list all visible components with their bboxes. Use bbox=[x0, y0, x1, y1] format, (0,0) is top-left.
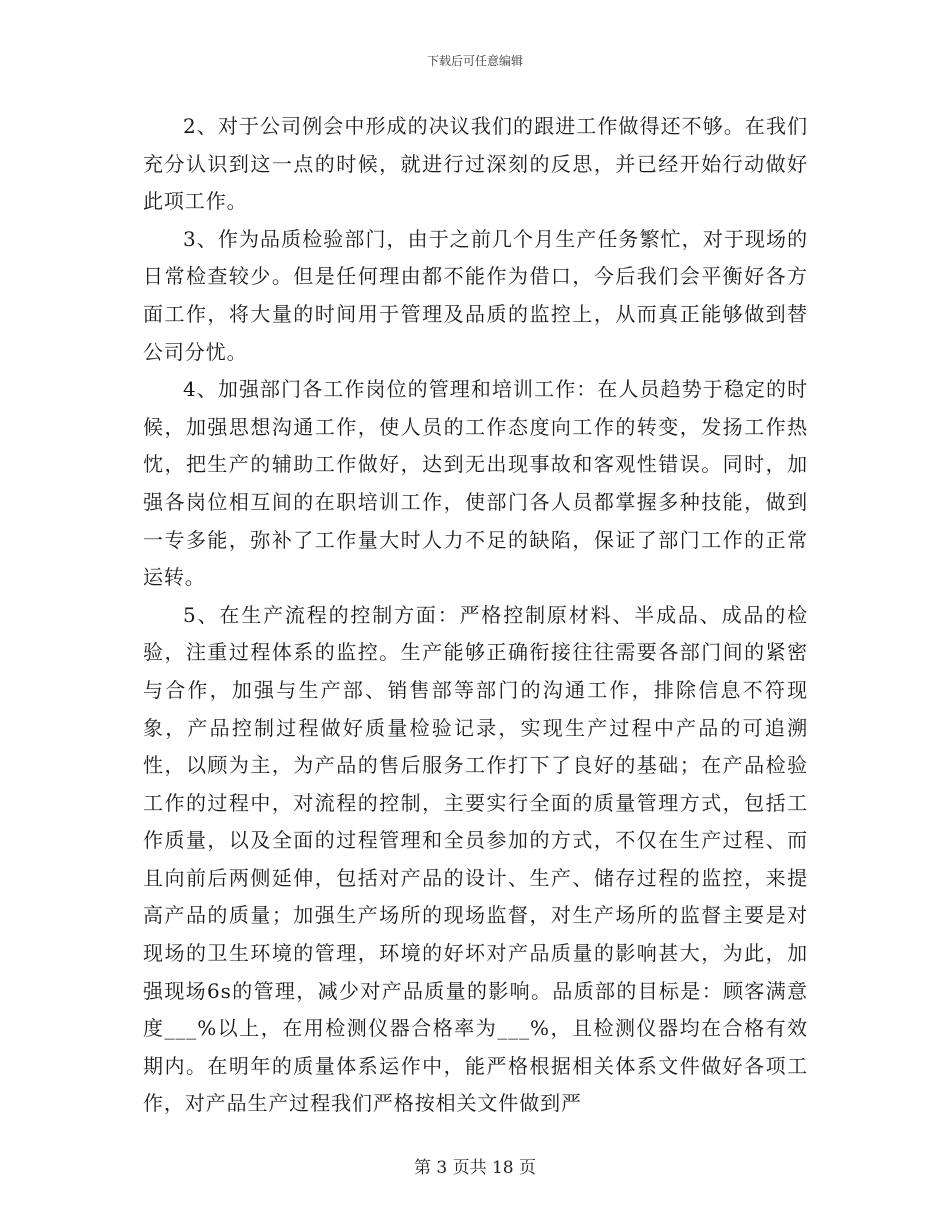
document-body bbox=[143, 108, 808, 1123]
page-footer: 第 3 页共 18 页 bbox=[413, 1158, 537, 1178]
paragraph-item-4: 4、加强部门各工作岗位的管理和培训工作：在人员趋势于稳定的时候，加强思想沟通工作，使人员的工作态度向工作的转变，发扬工作热忱，把生产的辅助工作做好，达到无出现事故和客观性错误。同时，加强各岗位相互间的在职培训工作，使部门各人员都掌握多种技能，做到一专多能，弥补了工作量大时人力不足的缺陷，保证了部门工作的正常运转。 bbox=[143, 377, 808, 590]
page-header: 下载后可任意编辑 bbox=[426, 54, 523, 68]
paragraph-item-2: 2、对于公司例会中形成的决议我们的跟进工作做得还不够。在我们充分认识到这一点的时候，就进行过深刻的反思，并已经开始行动做好此项工作。 bbox=[143, 114, 808, 214]
paragraph-item-3: 3、作为品质检验部门，由于之前几个月生产任务繁忙，对于现场的日常检查较少。但是任何理由都不能作为借口，今后我们会平衡好各方面工作，将大量的时间用于管理及品质的监控上，从而真正能够做到替公司分忧。 bbox=[143, 226, 808, 364]
paragraph-item-5: 5、在生产流程的控制方面：严格控制原材料、半成品、成品的检验，注重过程体系的监控。生产能够正确衔接往往需要各部门间的紧密与合作，加强与生产部、销售部等部门的沟通工作，排除信息不符现象，产品控制过程做好质量检验记录，实现生产过程中产品的可追溯性，以顾为主，为产品的售后服务工作打下了良好的基础；在产品检验工作的过程中，对流程的控制，主要实行全面的质量管理方式，包括工作质量，以及全面的过程管理和全员参加的方式，不仅在生产过程、而且向前后两侧延伸，包括对产品的设计、生产、储存过程的监控，来提高产品的质量；加强生产场所的现场监督，对生产场所的监督主要是对现场的卫生环境的管理，环境的好坏对产品质量的影响甚大，为此，加强现场6s的管理，减少对产品质量的影响。品质部的目标是：顾客满意度___%以上，在用检测仪器合格率为___%，且检测仪器均在合格有效期内。在明年的质量体系运作中，能严格根据相关体系文件做好各项工作，对产品生产过程我们严格按相关文件做到严 bbox=[143, 602, 808, 1116]
